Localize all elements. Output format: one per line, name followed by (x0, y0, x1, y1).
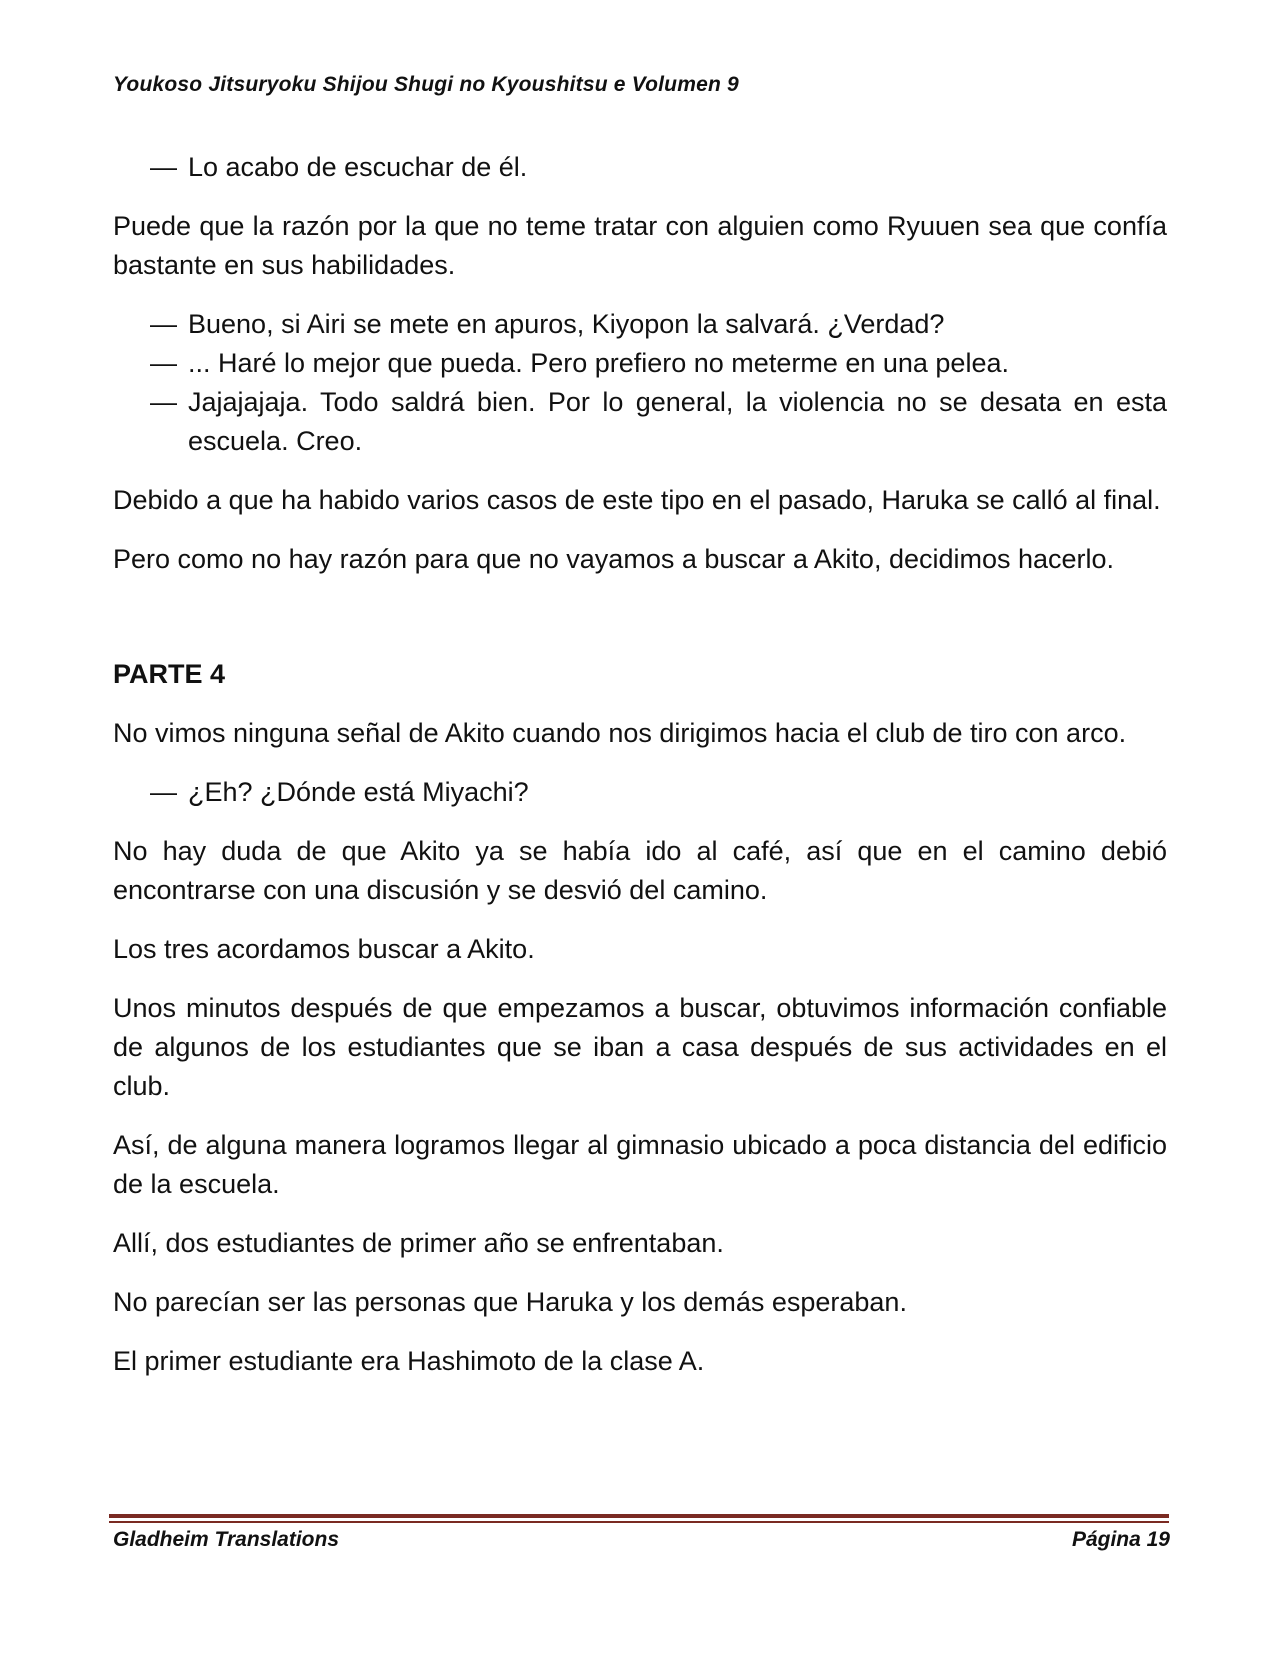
paragraph: Pero como no hay razón para que no vayamos a buscar a Akito, decidimos hacerlo. (113, 544, 1115, 574)
paragraph: No parecían ser las personas que Haruka y los demás esperaban. (113, 1287, 907, 1317)
dialogue-text: Jajajajaja. Todo saldrá bien. Por lo general, la violencia no se desata en esta escuela. Creo. (188, 387, 1167, 456)
dialogue-line (113, 383, 1167, 461)
dialogue-dash: — (150, 152, 177, 182)
dialogue-line (113, 148, 1167, 187)
dialogue-dash: — (150, 348, 177, 378)
dialogue-dash: — (150, 777, 177, 807)
dialogue-dash: — (150, 387, 177, 417)
paragraph: Allí, dos estudiantes de primer año se enfrentaban. (113, 1228, 724, 1258)
dialogue-line (113, 305, 1167, 344)
dialogue-text: ¿Eh? ¿Dónde está Miyachi? (188, 777, 529, 807)
document-header-title: Youkoso Jitsuryoku Shijou Shugi no Kyoushitsu e Volumen 9 (113, 73, 739, 96)
dialogue-group (113, 305, 1167, 461)
paragraph: No hay duda de que Akito ya se había ido al café, así que en el camino debió encontrarse con una discusión y se desvió del camino. (113, 836, 1167, 905)
footer-publisher: Gladheim Translations (113, 1528, 340, 1551)
dialogue-text: Lo acabo de escuchar de él. (188, 152, 528, 182)
dialogue-line (113, 344, 1167, 383)
footer-page-number: Página 19 (1071, 1528, 1170, 1551)
paragraph: Los tres acordamos buscar a Akito. (113, 934, 535, 964)
footer-rule-thick (109, 1514, 1169, 1518)
section-heading: PARTE 4 (113, 659, 226, 689)
dialogue-text: ... Haré lo mejor que pueda. Pero prefiero no meterme en una pelea. (188, 348, 1009, 378)
footer-rule-thin (109, 1521, 1169, 1523)
paragraph: Puede que la razón por la que no teme tratar con alguien como Ryuuen sea que confía bastante en sus habilidades. (113, 211, 1167, 280)
dialogue-text: Bueno, si Airi se mete en apuros, Kiyopon la salvará. ¿Verdad? (188, 309, 945, 339)
paragraph: No vimos ninguna señal de Akito cuando nos dirigimos hacia el club de tiro con arco. (113, 718, 1127, 748)
dialogue-group (113, 148, 1167, 187)
dialogue-line (113, 773, 1167, 812)
paragraph: Unos minutos después de que empezamos a buscar, obtuvimos información confiable de algunos de los estudiantes que se iban a casa después de sus actividades en el club. (113, 993, 1167, 1101)
paragraph: El primer estudiante era Hashimoto de la clase A. (113, 1346, 705, 1376)
dialogue-group (113, 773, 1167, 812)
paragraph: Debido a que ha habido varios casos de este tipo en el pasado, Haruka se calló al final. (113, 485, 1161, 515)
page-body (113, 148, 1167, 1401)
dialogue-dash: — (150, 309, 177, 339)
paragraph: Así, de alguna manera logramos llegar al gimnasio ubicado a poca distancia del edificio de la escuela. (113, 1130, 1167, 1199)
